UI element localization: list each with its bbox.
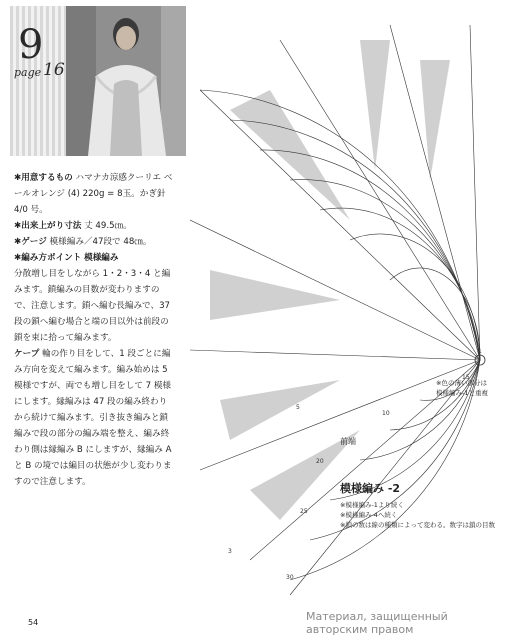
legend-line: ※模様編み-4へ続く (340, 511, 398, 519)
page-reference: 16 (43, 60, 65, 80)
overlap-note: ※色の薄い部分は 模様編み-1と重複 (436, 379, 488, 397)
materials-instructions (14, 170, 174, 490)
copyright-watermark: Материал, защищенный авторским правом (306, 610, 448, 636)
row-number: 25 (300, 508, 308, 515)
row-number: 5 (296, 404, 300, 411)
gauge-line: ✱ゲージ 模様編み／47段で 48㎝。 (14, 237, 152, 247)
legend-line: ※模様編み-1より続く (340, 501, 404, 509)
photo-illustration (66, 6, 186, 156)
row-number: 30 (286, 574, 294, 581)
pattern-instructions: 分散増し目をしながら 1・2・3・4 と編みます。鎖編みの目数が変わりますので、注意します。鎖へ編む長編みで、37段の鎖へ編む場合と端の目以外は前段の鎖を束に拾って編みます。 (14, 269, 171, 343)
row-number: 10 (382, 410, 390, 417)
cape-instructions: ケープ 輪の作り目をして、1 段ごとに編み方向を変えて編みます。編み始めは 5 模様ですが、両でも増し目をして 7 模様にします。縁編みは 47 段の編み終わりから続けて編みます。引き抜き編みと鎖編みで段の部分の編み端を整え、編み終わり側は縁編み B にしますが、縁編み A と B の境では編目の状態が少し変わりますので注意します。 (14, 349, 172, 487)
points-heading: ✱編み方ポイント 模様編み (14, 253, 119, 263)
row-number: 3 (228, 548, 232, 555)
row-number: 15 (462, 374, 470, 381)
row-number: 20 (316, 458, 324, 465)
front-edge-label: 前端 (340, 437, 356, 446)
chart-legend (340, 500, 495, 530)
page-number: 54 (28, 618, 39, 627)
row-number: 1 (478, 348, 482, 355)
materials-line: ✱用意するもの ハマナカ涼感クーリエ ベールオレンジ (4) 220g = 8玉。かぎ針 4/0 号。 (14, 173, 173, 215)
page-label: page (14, 66, 42, 79)
legend-line: ※鎖の数は線の種類によって変わる。数字は鎖の目数 (340, 521, 495, 529)
size-line: ✱出来上がり寸法 丈 49.5㎝。 (14, 221, 132, 231)
chart-title: 模様編み -2 (340, 482, 401, 495)
model-photo (66, 6, 186, 156)
project-number: 9 (18, 22, 44, 68)
